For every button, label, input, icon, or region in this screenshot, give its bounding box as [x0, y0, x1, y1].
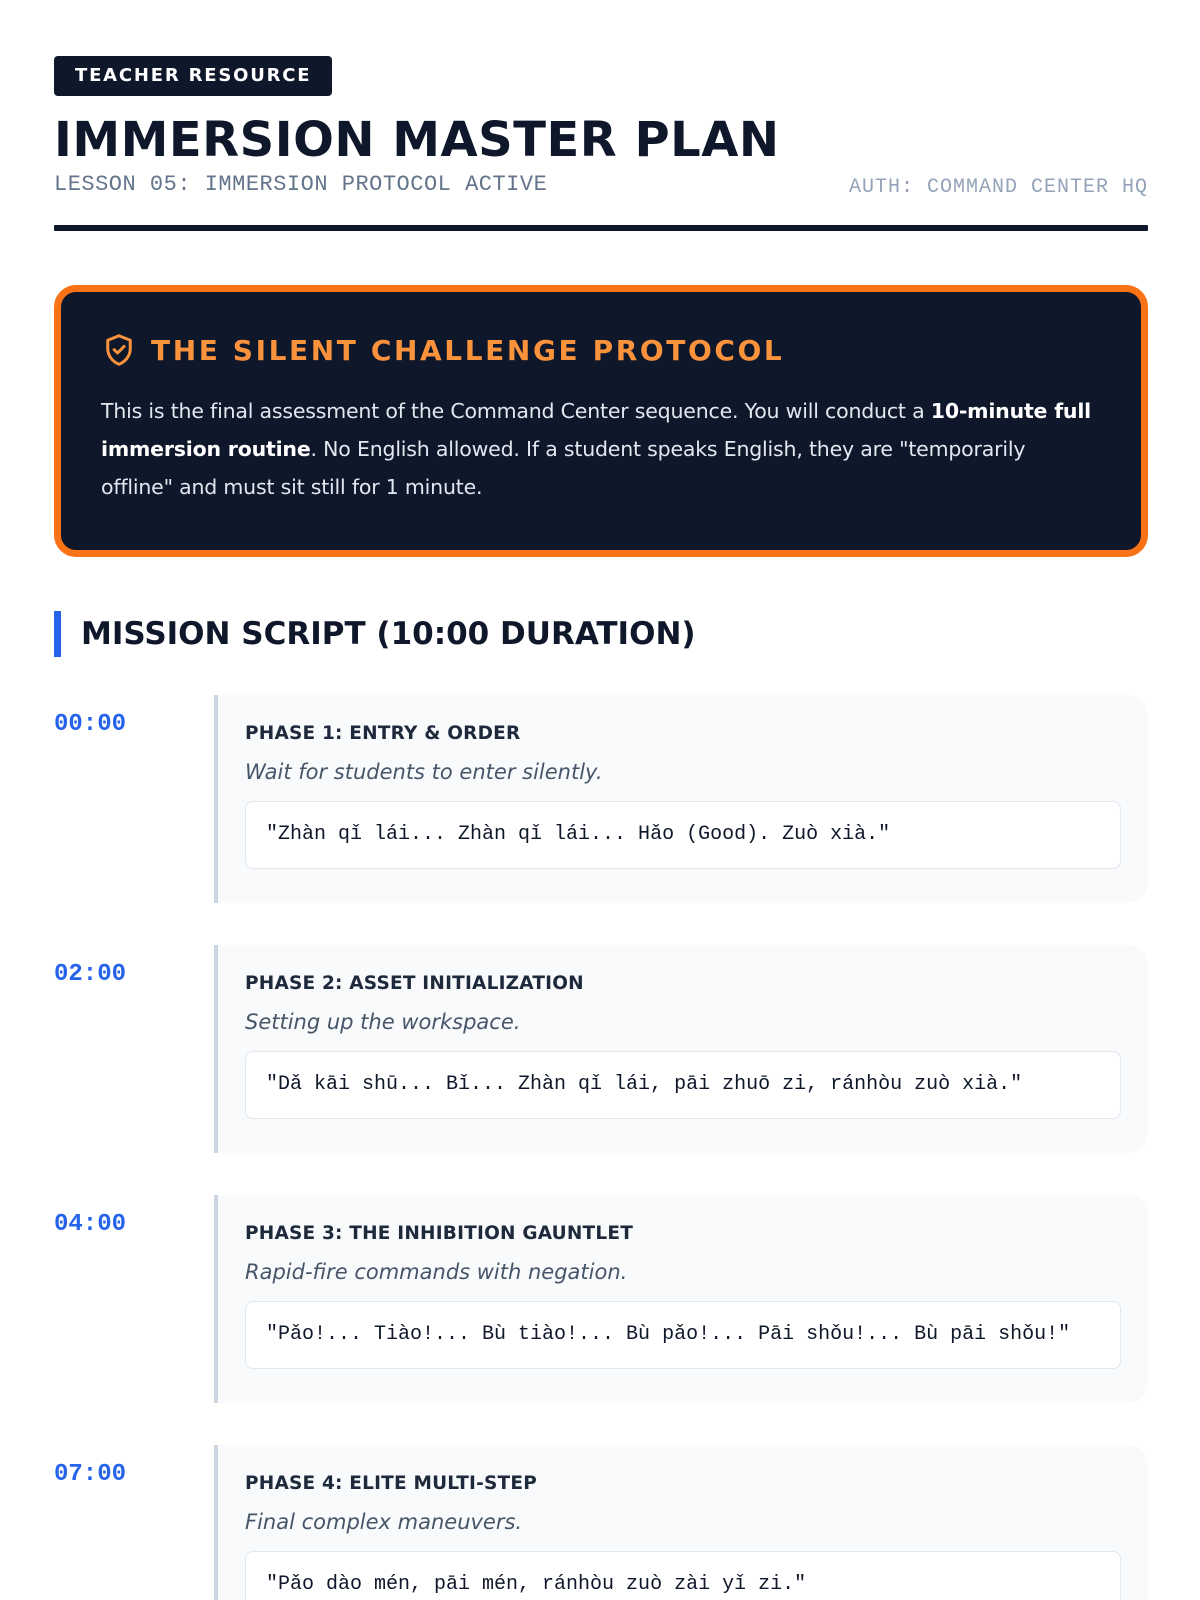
phase-card — [214, 695, 1148, 903]
phase-description: Final complex maneuvers. — [245, 1510, 523, 1534]
phase-script-box: "Pǎo dào mén, pāi mén, ránhòu zuò zài yǐ zi." — [245, 1551, 1121, 1600]
teacher-resource-badge: TEACHER RESOURCE — [54, 56, 332, 96]
protocol-header — [101, 332, 1101, 368]
section-accent-bar — [54, 611, 61, 657]
shield-check-icon — [101, 332, 137, 368]
phase-script-box: "Dǎ kāi shū... Bǐ... Zhàn qǐ lái, pāi zhuō zi, ránhòu zuò xià." — [245, 1051, 1121, 1119]
phase-script-box: "Pǎo!... Tiào!... Bù tiào!... Bù pǎo!... Pāi shǒu!... Bù pāi shǒu!" — [245, 1301, 1121, 1369]
phase-timestamp: 02:00 — [54, 961, 127, 988]
protocol-description — [101, 392, 1101, 506]
phase-script-box: "Zhàn qǐ lái... Zhàn qǐ lái... Hǎo (Good). Zuò xià." — [245, 801, 1121, 869]
phase-title: PHASE 4: ELITE MULTI-STEP — [245, 1473, 537, 1494]
phase-title: PHASE 2: ASSET INITIALIZATION — [245, 973, 584, 994]
phase-title: PHASE 1: ENTRY & ORDER — [245, 723, 521, 744]
phase-row — [54, 945, 1148, 1153]
phase-description: Wait for students to enter silently. — [245, 760, 603, 784]
protocol-title: THE SILENT CHALLENGE PROTOCOL — [151, 333, 785, 367]
phase-title: PHASE 3: THE INHIBITION GAUNTLET — [245, 1223, 634, 1244]
mission-script-heading — [54, 611, 1148, 657]
protocol-text-part-2: . No English allowed. If a student speaks English, they are "temporarily offline" and must sit still for 1 minute. — [101, 437, 1026, 499]
phase-row — [54, 1445, 1148, 1600]
page-title: IMMERSION MASTER PLAN — [54, 112, 780, 168]
phase-timestamp: 04:00 — [54, 1211, 127, 1238]
phase-card — [214, 945, 1148, 1153]
subtitle-row — [54, 172, 1148, 197]
page — [54, 56, 1148, 1600]
protocol-text-part-1: This is the final assessment of the Command Center sequence. You will conduct a — [101, 399, 931, 423]
header-divider — [54, 225, 1148, 231]
mission-timeline — [54, 695, 1148, 1600]
auth-label: AUTH: COMMAND CENTER HQ — [848, 176, 1148, 199]
phase-row — [54, 1195, 1148, 1403]
phase-timestamp: 07:00 — [54, 1461, 127, 1488]
section-title: MISSION SCRIPT (10:00 DURATION) — [81, 616, 696, 652]
phase-description: Rapid-fire commands with negation. — [245, 1260, 628, 1284]
phase-row — [54, 695, 1148, 903]
protocol-text-emphasis: 10-minute full immersion routine — [101, 399, 1091, 461]
phase-description: Setting up the workspace. — [245, 1010, 521, 1034]
phase-card — [214, 1445, 1148, 1600]
phase-timestamp: 00:00 — [54, 711, 127, 738]
lesson-label: LESSON 05: IMMERSION PROTOCOL ACTIVE — [54, 172, 548, 197]
protocol-callout — [54, 285, 1148, 557]
phase-card — [214, 1195, 1148, 1403]
